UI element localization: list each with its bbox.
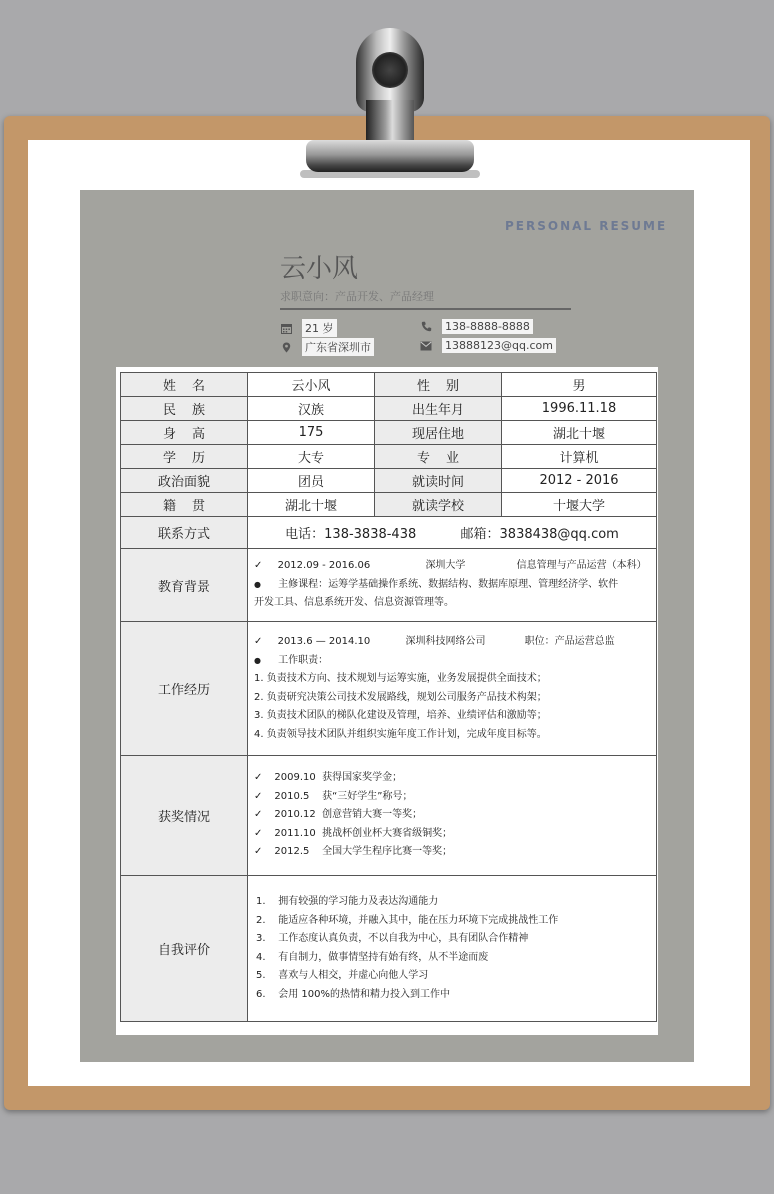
phone-icon xyxy=(420,321,432,333)
label-name: 姓名 xyxy=(121,373,248,397)
name-divider xyxy=(280,308,571,310)
label-native: 籍贯 xyxy=(121,493,248,517)
label-birth: 出生年月 xyxy=(375,397,502,421)
personal-resume-tag: PERSONAL RESUME xyxy=(505,219,668,233)
value-birth: 1996.11.18 xyxy=(502,397,657,421)
edu-courses-2: 开发工具、信息系统开发、信息资源管理等。 xyxy=(254,597,454,609)
label-height: 身高 xyxy=(121,421,248,445)
mail-icon xyxy=(420,340,432,352)
table-row xyxy=(121,622,657,756)
award-item: 2010.12 创意营销大赛一等奖； xyxy=(274,809,423,821)
binder-clip-icon xyxy=(306,140,474,172)
check-icon: ✓ xyxy=(254,846,263,858)
work-duty: 3. 负责技术团队的梯队化建设及管理，培养、业绩评估和激励等； xyxy=(254,710,547,721)
check-icon: ✓ xyxy=(254,772,263,784)
table-row xyxy=(121,517,657,549)
label-school: 就读学校 xyxy=(375,493,502,517)
contact-email xyxy=(420,338,556,353)
value-political: 团员 xyxy=(248,469,375,493)
self-eval-item: 6. 会用 100%的热情和精力投入到工作中 xyxy=(256,988,451,1000)
contact-email-text: 邮箱：3838438@qq.com xyxy=(460,527,619,542)
location-value: 广东省深圳市 xyxy=(302,338,374,356)
work-company: 深圳科技网络公司 xyxy=(405,636,486,647)
label-gender: 性别 xyxy=(375,373,502,397)
value-school: 十堰大学 xyxy=(502,493,657,517)
label-major: 专业 xyxy=(375,445,502,469)
job-intention: 求职意向：产品开发、产品经理 xyxy=(280,290,434,303)
award-item: 2010.5 获“三好学生”称号； xyxy=(274,790,413,802)
check-icon: ✓ xyxy=(254,809,263,821)
self-eval-content xyxy=(248,876,657,1022)
table-row xyxy=(121,397,657,421)
resume-name: 云小风 xyxy=(280,254,359,284)
value-gender: 男 xyxy=(502,373,657,397)
table-row xyxy=(121,373,657,397)
label-political: 政治面貌 xyxy=(121,469,248,493)
label-education-bg: 教育背景 xyxy=(121,549,248,622)
table-row xyxy=(121,756,657,876)
self-eval-item: 3. 工作态度认真负责，不以自我为中心，具有团队合作精神 xyxy=(256,933,529,944)
label-ethnicity: 民族 xyxy=(121,397,248,421)
self-eval-item: 2. 能适应各种环境，并融入其中，能在压力环境下完成挑战性工作 xyxy=(256,914,559,926)
resume-table xyxy=(120,372,657,1022)
award-item: 2011.10 挑战杯创业杯大赛省级铜奖； xyxy=(274,827,453,839)
binder-clip-body xyxy=(366,100,414,142)
email-value: 13888123@qq.com xyxy=(442,338,556,353)
check-icon: ✓ xyxy=(254,560,263,572)
bullet-icon: ● xyxy=(254,655,261,665)
work-duty: 1. 负责技术方向、技术规划与运筹实施，业务发展提供全面技术； xyxy=(254,673,547,684)
self-eval-item: 4. 有自制力，做事情坚持有始有终，从不半途而废 xyxy=(256,951,489,963)
table-row xyxy=(121,549,657,622)
calendar-icon xyxy=(280,322,292,334)
work-duty: 4. 负责领导技术团队并组织实施年度工作计划，完成年度目标等。 xyxy=(254,728,547,740)
value-name: 云小风 xyxy=(248,373,375,397)
edu-school: 深圳大学 xyxy=(425,560,466,572)
check-icon: ✓ xyxy=(254,827,263,839)
edu-courses-1: 主修课程：运筹学基础操作系统、数据结构、数据库原理、管理经济学、软件 xyxy=(278,578,619,590)
check-icon: ✓ xyxy=(254,790,263,802)
contact-phone xyxy=(420,319,533,334)
label-contact: 联系方式 xyxy=(121,517,248,549)
edu-period: 2012.09 - 2016.06 xyxy=(277,560,371,572)
age-value: 21 岁 xyxy=(302,319,337,337)
value-education: 大专 xyxy=(248,445,375,469)
value-height: 175 xyxy=(248,421,375,445)
work-content xyxy=(248,622,657,756)
table-row xyxy=(121,876,657,1022)
award-item: 2012.5 全国大学生程序比赛一等奖； xyxy=(274,846,453,858)
table-row xyxy=(121,493,657,517)
contact-phone-text: 电话：138-3838-438 xyxy=(285,527,417,542)
education-content xyxy=(248,549,657,622)
value-residence: 湖北十堰 xyxy=(502,421,657,445)
table-row xyxy=(121,445,657,469)
award-item: 2009.10 获得国家奖学金； xyxy=(274,772,403,784)
value-contact xyxy=(248,517,657,549)
location-icon xyxy=(280,341,292,353)
work-duty: 2. 负责研究决策公司技术发展路线，规划公司服务产品技术构架； xyxy=(254,691,547,703)
label-awards: 获奖情况 xyxy=(121,756,248,876)
label-education: 学历 xyxy=(121,445,248,469)
work-duties-title: 工作职责： xyxy=(278,654,329,666)
label-study-time: 就读时间 xyxy=(375,469,502,493)
table-row xyxy=(121,421,657,445)
value-major: 计算机 xyxy=(502,445,657,469)
edu-major: 信息管理与产品运营（本科） xyxy=(516,560,647,572)
work-period: 2013.6 — 2014.10 xyxy=(277,636,371,647)
self-eval-item: 5. 喜欢与人相交，并虚心向他人学习 xyxy=(256,970,429,981)
binder-clip-hole xyxy=(372,52,408,88)
phone-value: 138-8888-8888 xyxy=(442,319,533,334)
table-row xyxy=(121,469,657,493)
contact-age xyxy=(280,319,337,337)
value-native: 湖北十堰 xyxy=(248,493,375,517)
label-residence: 现居住地 xyxy=(375,421,502,445)
check-icon: ✓ xyxy=(254,636,263,647)
value-study-time: 2012 - 2016 xyxy=(502,469,657,493)
self-eval-item: 1. 拥有较强的学习能力及表达沟通能力 xyxy=(256,896,439,907)
label-self-eval: 自我评价 xyxy=(121,876,248,1022)
label-work: 工作经历 xyxy=(121,622,248,756)
awards-content xyxy=(248,756,657,876)
value-ethnicity: 汉族 xyxy=(248,397,375,421)
bullet-icon: ● xyxy=(254,579,261,589)
contact-location xyxy=(280,338,374,356)
work-position: 职位：产品运营总监 xyxy=(524,636,615,647)
